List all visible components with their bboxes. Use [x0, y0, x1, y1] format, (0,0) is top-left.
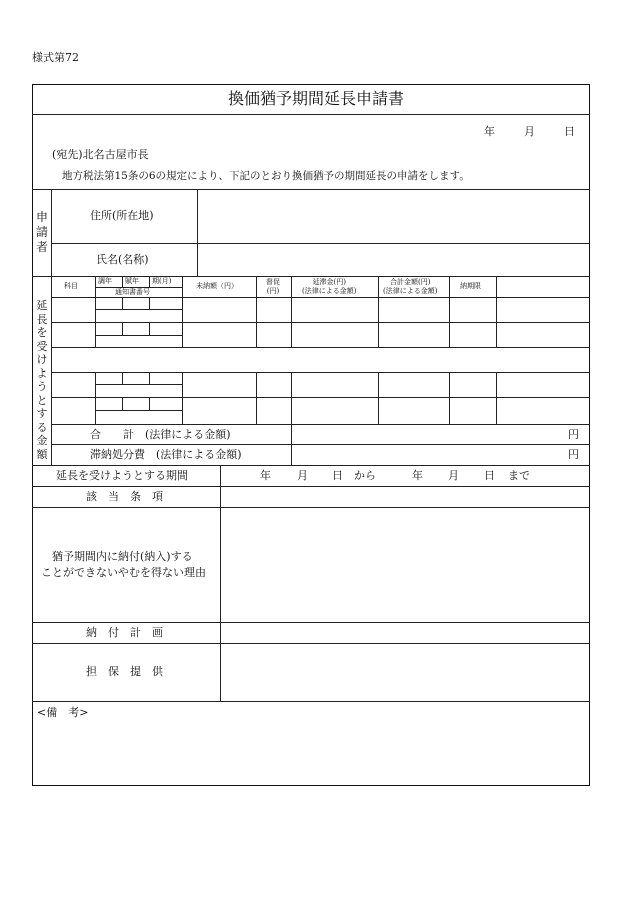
header-period-month: 期(月)	[152, 277, 172, 285]
total-amount-field[interactable]	[293, 425, 563, 443]
header-late-fee: 延滞金(円) (法律による金額)	[302, 278, 357, 295]
form-title: 換価猶予期間延長申請書	[228, 89, 405, 108]
intro-text: 地方税法第15条の6の規定により、下記のとおり換価猶予の期間延長の申請をします。	[62, 170, 470, 182]
period-month1: 月	[297, 469, 308, 482]
collateral-label: 担 保 提 供	[86, 665, 163, 678]
date-day: 日	[564, 125, 575, 138]
period-day2: 日	[484, 469, 495, 482]
remarks-label: <備 考>	[37, 706, 89, 719]
header-levy-year: 賦年	[125, 277, 139, 285]
total-label: 合 計 (法律による金額)	[90, 428, 231, 441]
period-label: 延長を受けようとする期間	[56, 469, 188, 482]
period-from: から	[354, 469, 376, 482]
period-year2: 年	[412, 469, 423, 482]
reason-label-line2: ことができないやむを得ない理由	[41, 566, 206, 579]
header-due-date: 納期限	[460, 282, 481, 290]
disposal-label: 滞納処分費 (法律による金額)	[90, 448, 242, 461]
header-demand-fee: 督促 (円)	[266, 278, 280, 295]
address-field[interactable]	[199, 191, 588, 241]
period-year1: 年	[260, 469, 271, 482]
date-month: 月	[524, 125, 535, 138]
disposal-unit: 円	[568, 448, 579, 461]
disposal-amount-field[interactable]	[293, 445, 563, 463]
form-number: 様式第72	[32, 51, 79, 64]
header-unpaid: 未納額（円）	[196, 282, 238, 290]
header-tax-year: 調年	[98, 277, 112, 285]
divider	[32, 114, 590, 115]
name-label: 氏名(名称)	[96, 253, 149, 266]
header-notice-no: 通知書番号	[115, 288, 150, 296]
reason-field[interactable]	[222, 509, 588, 620]
period-month2: 月	[448, 469, 459, 482]
applicable-clause-label: 該 当 条 項	[86, 490, 163, 503]
applicant-side-label: 申請者	[35, 210, 48, 254]
total-unit: 円	[568, 428, 579, 441]
payment-plan-field[interactable]	[222, 624, 588, 641]
addressee: (宛先)北名古屋市長	[52, 148, 149, 161]
payment-plan-label: 納 付 計 画	[86, 626, 163, 639]
date-year: 年	[484, 125, 495, 138]
applicable-clause-field[interactable]	[222, 488, 588, 505]
period-until: まで	[508, 469, 530, 482]
reason-label-line1: 猶予期間内に納付(納入)する	[52, 550, 193, 563]
collateral-field[interactable]	[222, 645, 588, 699]
divider	[32, 189, 590, 190]
name-field[interactable]	[199, 245, 588, 274]
address-label: 住所(所在地)	[90, 209, 154, 222]
header-total: 合計金額(円) (法律による金額)	[383, 278, 438, 295]
remarks-field[interactable]	[34, 722, 588, 784]
period-day1: 日	[332, 469, 343, 482]
header-subject: 科目	[64, 282, 78, 290]
extension-side-label: 延長を受けようとする金額	[36, 299, 48, 461]
